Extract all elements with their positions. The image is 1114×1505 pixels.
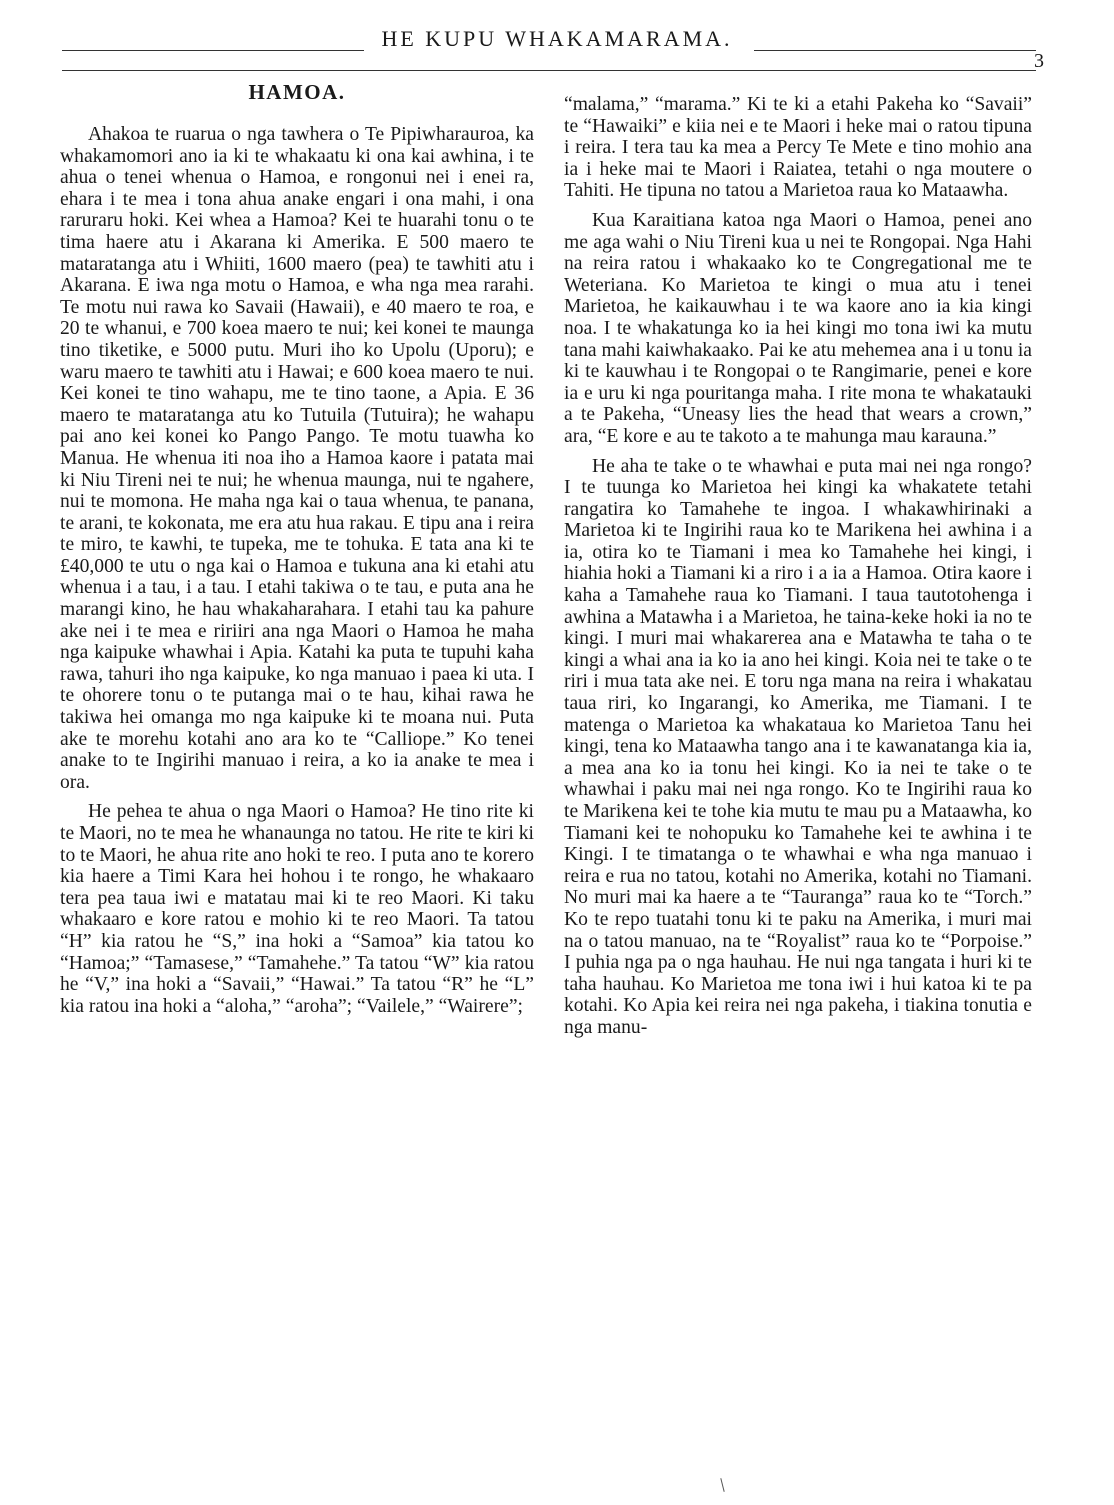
right-column	[564, 94, 1032, 1047]
page-number: 3	[1034, 50, 1044, 72]
paragraph-war: He aha te take o te whawhai e puta mai nei nga rongo? I te tuunga ko Marietoa hei kingi ka whakatete tetahi rangatira ko Tamahehe te ingoa. I whakawhirinaki a Marietoa ki te Ingirihi raua ko te Marikena hei awhina i a ia, otira ko te Tiamani i mea ko Tamahehe hei kingi, i hiahia hoki a Tiamani ki a riro i a ia a Hamoa. Otira kaore i kaha a Tamahehe raua ko Tiamani. I taua tautotohenga i awhina a Matawha i a Marietoa, he taina-keke hoki ia no te kingi. I muri mai whakarerea ana e Matawha te taha o te kingi a whai ana ia ko ia ano hei kingi. Koia nei te take o te riri i mua tata ake nei. E toru nga mana na reira i whakatau taua riri, ko Ingarangi, ko Amerika, me Tiamani. I te matenga o Marietoa ka whakataua ko Marietoa Tanu hei kingi, tena ko Mataawha tango ana i te kawanatanga kia ia, a mea ana ko ia tonu hei kingi. Ko ia nei te take o te whawhai i paku mai nei nga rongo. Ko te Ingirihi raua ko te Marikena kei te tohe kia mutu te mau pu a Mataawha, ko Tiamani kei te nohopuku ko Tamahehe kei te awhina i te Kingi. I te timatanga o te whawhai e wha nga manuao i reira e rua no tatou, kotahi no Amerika, kotahi no Tiamani. No muri mai ka haere a te “Tauranga” raua ko te “Torch.” Ko te repo tuatahi tonu ki te paku na Amerika, i muri mai na o tatou manuao, na te “Royalist” raua ko te “Porpoise.” I puhia nga pa o nga hauhau. He nui nga tangata i huri ki te taha hauhau. Ko Marietoa me tona iwi i hui katoa ki te pa kotahi. Ko Apia kei reira nei nga pakeha, i tiakina tonutia e nga manu-	[564, 455, 1032, 1038]
article-title: HAMOA.	[248, 80, 346, 104]
paragraph-people-continued: “malama,” “marama.” Ki te ki a etahi Pakeha ko “Savaii” te “Hawaiki” e kiia nei e te Maori i heke mai o ratou tipuna i reira. I tera tau ka mea a Percy Te Mete e tino mohio ana ia i heke mai te Maori i Raiatea, tetahi o nga moutere o Tahiti. He tipuna no tatou a Marietoa raua ko Mataawha.	[564, 94, 1032, 202]
header-rule-right	[754, 50, 1036, 51]
left-column	[60, 80, 534, 1017]
paragraph-intro: Ahakoa te ruarua o nga tawhera o Te Pipiwharauroa, ka whakamomori ano ia ki te whakaatu ki ona kai awhina, i te ahua o tenei whenua o Hamoa, e rongonui nei i enei ra, ehara i te mea i tona ahua anake engari i ona mahi, i ona raruraru hoki. Kei whea a Hamoa? Kei te huarahi tonu o te tima haere atu i Akarana ki Amerika. E 500 maero te mataratanga atu i Whiiti, 1600 maero (pea) te tawhiti atu i Akarana. E iwa nga motu o Hamoa, e wha nga mea rarahi. Te motu nui rawa ko Savaii (Hawaii), e 40 maero te roa, e 20 te whanui, e 700 koea maero te nui; kei konei te maunga tino tiketike, e 5000 putu. Muri iho ko Upolu (Uporu); e waru maero te tawhiti atu i Hawai; e 600 koea maero te nui. Kei konei te tino wahapu, me te tino taone, a Apia. E 36 maero te mataratanga atu ko Tutuila (Tutuira); he wahapu pai ano kei konei ko Pango Pango. Te motu tuawha ko Manua. He whenua iti noa iho a Hamoa kaore i patata mai ki Niu Tireni nei te nui; he whenua maunga, nui te ngahere, nui te momona. He maha nga kai o taua whenua, te panana, te arani, te kokonata, me era atu hua rakau. E tipu ana i reira te miro, te kawhi, te tupeka, me te tohuka. E tata ana ki te £40,000 te utu o nga kai o Hamoa e tukuna ana ki etahi atu whenua i a tau, i a tau. I etahi takiwa o te tau, e puta ana he marangi kino, he hau whakaharahara. I etahi tau ka pahure ake nei i te mea e ririiri ana nga Maori o Hamoa he maha nga kaipuke whawhai i Apia. Katahi ka puta te tupuhi kaha rawa, tahuri iho nga kaipuke, ko nga manuao i paea ki uta. I te ohorere tonu o te putanga mai o te hau, kihai rawa he takiwa hei omanga mo nga kaipuke ki te moana nui. Puta ake te morehu kotahi ano ara ko te “Calliope.” Ko tenei anake to te Ingirihi manuao i reira, a ko ia anake te mea i ora.	[60, 124, 534, 793]
header-rule-left	[62, 50, 364, 51]
paragraph-religion: Kua Karaitiana katoa nga Maori o Hamoa, penei ano me aga wahi o Niu Tireni kua u nei te Rongopai. Nga Hahi na reira ratou i whakaako ko te Congregational me te Weteriana. Ko Marietoa te kingi o mua atu i tenei Marietoa, he kaikauwhau i te wa kaore ano ia kia kingi noa. I te whakatunga ko ia hei kingi mo tona iwi ka mutu tana mahi kaiwhakaako. Pai ke atu mehemea ana i u tonu ia ki te kauwhau i te Rongopai o te Rangimarie, penei e kore ia e uru ki nga pouritanga maha. I rite mona te whakatauki a te Pakeha, “Uneasy lies the head that wears a crown,” ara, “E kore e au te takoto a te mahunga mau karauna.”	[564, 209, 1032, 447]
print-speck	[720, 1478, 724, 1492]
running-header-title: HE KUPU WHAKAMARAMA.	[381, 26, 733, 51]
header-rule-bottom	[62, 70, 1036, 71]
paragraph-people: He pehea te ahua o nga Maori o Hamoa? He tino rite ki te Maori, no te mea he whanaunga no tatou. He rite te kiri ki to te Maori, he ahua rite ano hoki te reo. I puta ano te korero kia haere a Timi Kara hei hohou i te rongo, he whakaaro tera pea taua iwi e matatau mai ki te reo Maori. Ki taku whakaaro e kore ratou e mohio ki te reo Maori. Ta tatou “H” kia ratou he “S,” ina hoki a “Samoa” kia tatou ko “Hamoa;” “Tamasese,” “Tamahehe.” Ta tatou “W” kia ratou he “V,” ina hoki a “Savaii,” “Hawai.” Ta tatou “R” he “L” kia ratou ina hoki a “aloha,” “aroha”; “Vailele,” “Wairere”;	[60, 801, 534, 1017]
